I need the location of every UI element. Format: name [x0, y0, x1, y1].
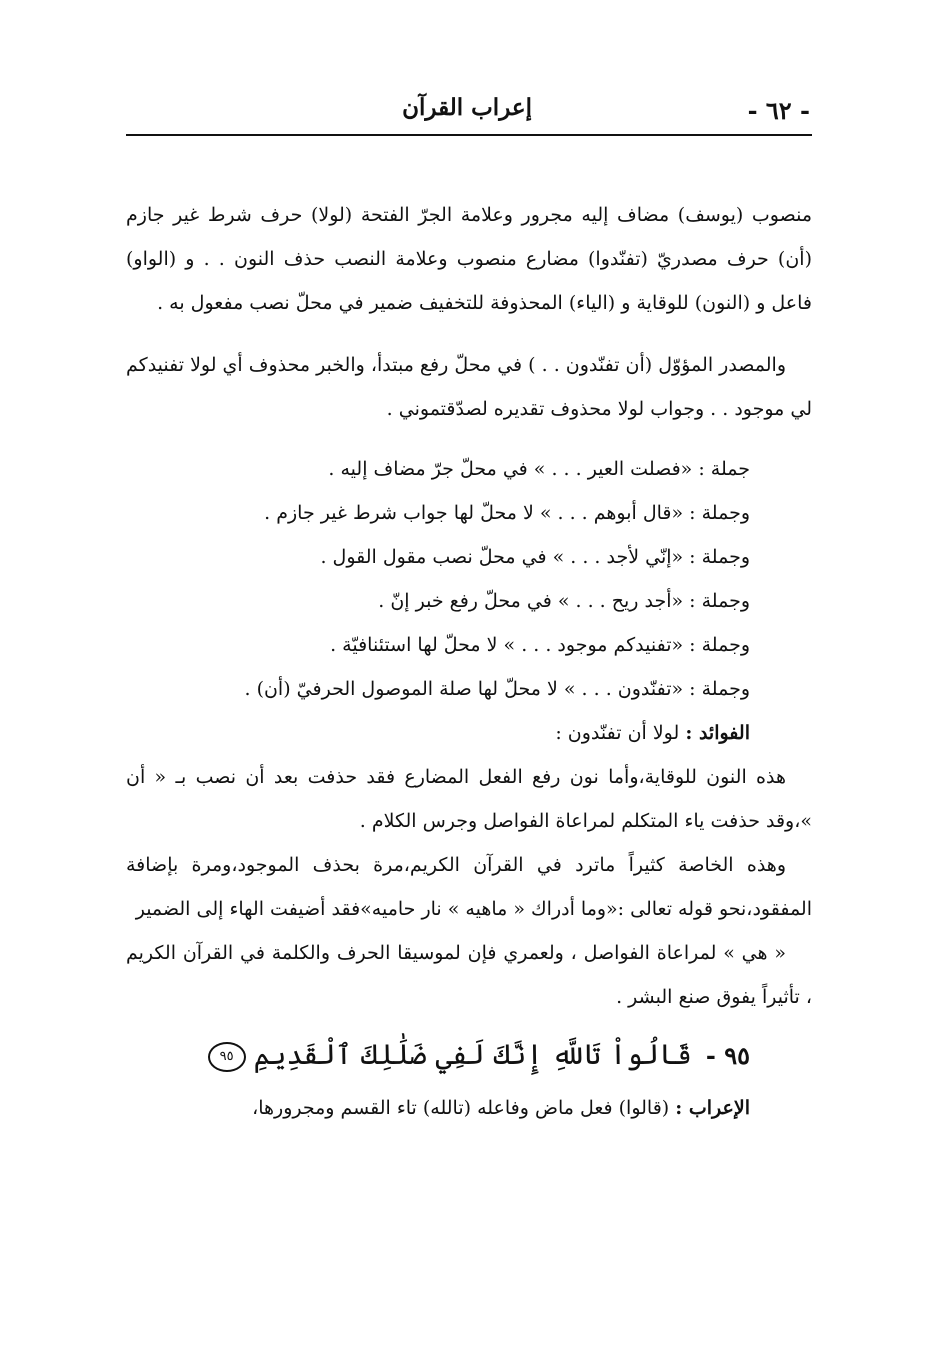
verse-end-mark: ٩٥ — [208, 1042, 246, 1072]
verse-number: ٩٥ - — [705, 1041, 750, 1070]
header-rule — [126, 134, 812, 136]
sentence-item: جملة : «فصلت العير . . . » في محلّ جرّ مضاف إليه . — [328, 458, 750, 480]
paragraph-masdar: والمصدر المؤوّل (أن تفنّدون . . ) في محلّ رفع مبتدأ، والخبر محذوف أي لولا تفنيدكم لي موجود . . وجواب لولا محذوف تقديره لصدّقتموني . — [126, 354, 812, 420]
paragraph-grammar: منصوب (يوسف) مضاف إليه مجرور وعلامة الجرّ الفتحة (لولا) حرف شرط غير جازم (أن) حرف مصدريّ (تفنّدوا) مضارع منصوب وعلامة النصب حذف النون . . و (الواو) فاعل و (النون) للوقاية و (الياء) المحذوفة للتخفيف ضمير في محلّ نصب مفعول به . — [126, 204, 812, 314]
irab-text: (قالوا) فعل ماض وفاعله (تالله) تاء القسم ومجرورها، — [252, 1097, 676, 1119]
sentence-item: وجملة : «تفنيدكم موجود . . . » لا محلّ لها استئنافيّة . — [330, 634, 750, 656]
paragraph-fawaid-3: « هي » لمراعاة الفواصل ، ولعمري فإن لموسيقا الحرف والكلمة في القرآن الكريم ، تأثيراً يفوق صنع البشر . — [126, 942, 812, 1008]
verse-text: قَالُواْ تَاللَّهِ إِنَّكَ لَفِي ضَلَٰلِكَ ٱلْقَدِيمِ — [253, 1038, 692, 1071]
paragraph-fawaid-1: هذه النون للوقاية،وأما نون رفع الفعل المضارع فقد حذفت بعد أن نصب بـ « أن »،وقد حذفت ياء المتكلم لمراعاة الفواصل وجرس الكلام . — [126, 766, 812, 832]
running-title: إعراب القرآن — [402, 94, 532, 121]
irab-label: الإعراب : — [675, 1097, 750, 1119]
fawaid-heading — [126, 711, 812, 755]
page-content — [126, 193, 812, 1130]
sentence-item: وجملة : «إنّي لأجد . . . » في محلّ نصب مقول القول . — [320, 546, 750, 568]
fawaid-topic: لولا أن تفنّدون : — [555, 722, 686, 744]
quran-verse — [126, 1025, 812, 1086]
page-header — [126, 92, 812, 136]
fawaid-label: الفوائد : — [685, 722, 750, 744]
irab-line — [126, 1086, 812, 1130]
page-number: - ٦٢ - — [747, 96, 810, 125]
sentence-item: وجملة : «تفنّدون . . . » لا محلّ لها صلة الموصول الحرفيّ (أن) . — [244, 678, 750, 700]
sentence-list — [126, 447, 812, 711]
paragraph-fawaid-2: وهذه الخاصة كثيراً ماترد في القرآن الكريم،مرة بحذف الموجود،ومرة بإضافة المفقود،نحو قوله تعالى :«وما أدراك « ماهيه » نار حاميه»فقد أضيفت الهاء إلى الضمير — [126, 854, 812, 920]
sentence-item: وجملة : «أجد ريح . . . » في محلّ رفع خبر إنّ . — [378, 590, 750, 612]
sentence-item: وجملة : «قال أبوهم . . . » لا محلّ لها جواب شرط غير جازم . — [264, 502, 750, 524]
